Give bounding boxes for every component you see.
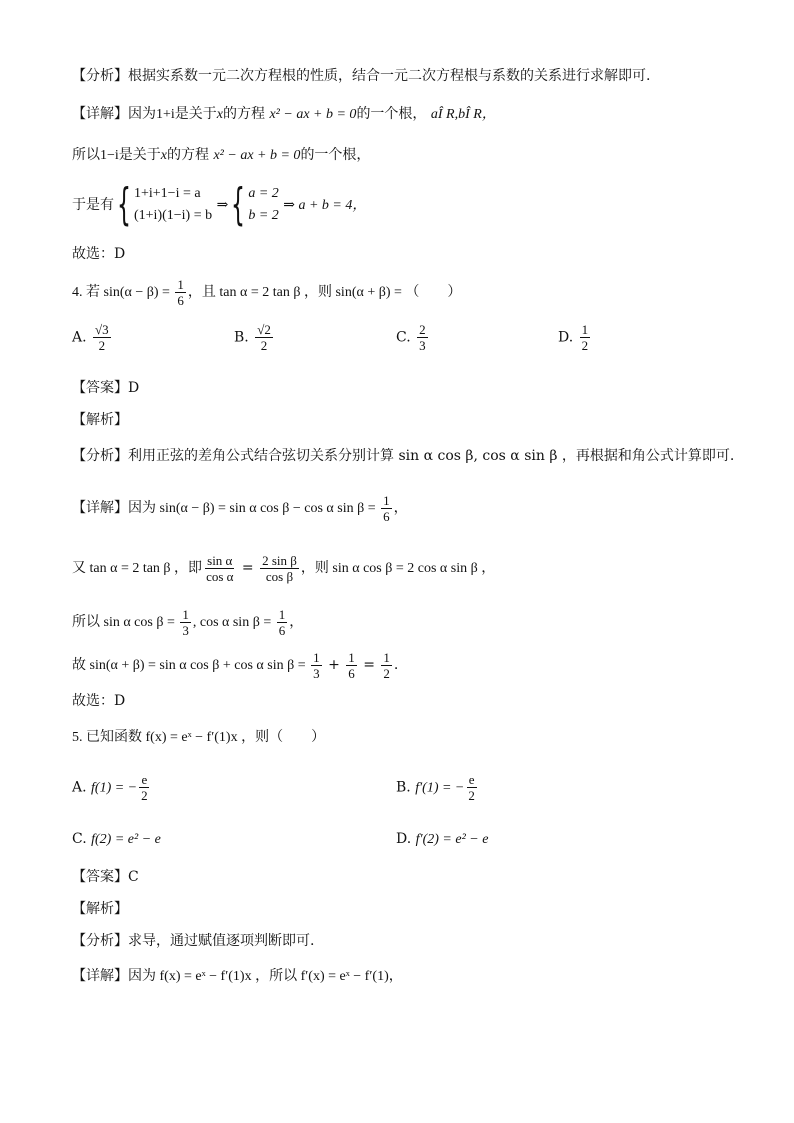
fraction: [580, 322, 591, 353]
analysis-tag: 【分析】: [72, 448, 128, 464]
fraction-denominator: 2: [141, 788, 148, 803]
fraction-denominator: 2: [581, 338, 589, 353]
equation-system-1: [134, 183, 212, 227]
q5-detail: [72, 966, 403, 987]
option-expr: f(2) = e² − e: [91, 832, 161, 847]
detail-text: 的一个根，: [300, 147, 371, 163]
detail-text: 又 tan α = 2 tan β ，即: [72, 561, 203, 576]
option-label: D.: [558, 329, 574, 346]
analysis-text: 利用正弦的差角公式结合弦切关系分别计算 sin α cos β, cos α sin β ，再根据和角公式计算即可.: [128, 448, 735, 464]
analysis-tag: 【分析】: [72, 933, 128, 949]
answer-value: D: [128, 380, 140, 396]
fraction-denominator: 2: [98, 338, 106, 353]
fraction-denominator: 6: [177, 292, 184, 308]
fraction-denominator: 6: [383, 508, 390, 524]
detail-text: .: [393, 657, 399, 673]
fraction-numerator: √2: [257, 322, 271, 337]
detail-text: ，: [393, 500, 408, 516]
detail-text: +: [323, 657, 345, 673]
fraction-numerator: 1: [313, 649, 320, 665]
var-x: x: [216, 107, 224, 122]
fraction: [417, 322, 428, 353]
detail-text: 的方程: [167, 147, 210, 163]
q4-detail-4: [72, 645, 398, 686]
q5-option-a: [72, 772, 152, 803]
option-label: C.: [72, 831, 87, 847]
option-expr: f′(1) = −: [415, 780, 465, 796]
fraction-numerator: 2: [419, 322, 426, 337]
fraction-denominator: 3: [313, 665, 320, 681]
q5-stem: [72, 727, 325, 748]
left-brace: {: [117, 179, 131, 230]
q3-detail: [72, 104, 496, 125]
fraction: [466, 772, 477, 803]
fraction-numerator: 1: [383, 649, 390, 665]
fraction-denominator: cos α: [206, 568, 234, 584]
detail-tag: 【详解】: [72, 500, 128, 516]
analysis-tag: 【分析】: [72, 68, 128, 84]
fraction-numerator: 2 sin β: [262, 552, 297, 568]
q4-option-d: [558, 322, 592, 353]
fraction-numerator: √3: [95, 322, 109, 337]
fraction-denominator: 3: [419, 338, 426, 353]
q3-system: [72, 179, 367, 230]
q3-analysis: [72, 66, 650, 86]
q4-answer: [72, 378, 139, 398]
fraction-numerator: 1: [348, 649, 355, 665]
q5-option-c: [72, 831, 161, 848]
q4-stem: [72, 272, 461, 313]
detail-text: 因为: [128, 106, 156, 122]
option-expr: f(1) = −: [91, 780, 138, 796]
option-label: B.: [234, 329, 249, 346]
detail-text: 因为 sin(α − β) = sin α cos β − cos α sin β =: [128, 501, 380, 516]
q4-detail-2: [72, 548, 495, 589]
option-label: B.: [396, 779, 411, 796]
option-expr: f′(2) = e² − e: [415, 832, 489, 847]
stem-text: ，且 tan α = 2 tan β ，则 sin(α + β) = （ ）: [187, 285, 462, 300]
fraction-denominator: 6: [348, 665, 355, 681]
q4-jiexi: 【解析】: [72, 412, 128, 428]
fraction-denominator: 3: [182, 622, 189, 638]
fraction: [180, 607, 191, 638]
fraction: [255, 322, 273, 353]
fraction: [381, 650, 392, 681]
q5-answer: [72, 867, 139, 887]
fraction-denominator: 2: [468, 788, 475, 803]
detail-text: , cos α sin β =: [192, 615, 275, 630]
fraction-numerator: 1: [581, 322, 589, 337]
q3-answer-line: 故选：D: [72, 246, 126, 262]
fraction: [175, 277, 186, 308]
system-row: (1+i)(1−i) = b: [134, 208, 213, 223]
option-label: A.: [72, 779, 87, 796]
detail-text: 因为 f(x) = eˣ − f′(1)x ，所以 f′(x) = eˣ − f′(1)，: [128, 969, 403, 984]
fraction: [346, 650, 357, 681]
answer-value: C: [128, 869, 139, 885]
system-row: 1+i+1−i = a: [134, 186, 201, 201]
root-expr: 1−i: [100, 148, 119, 163]
detail-text: 的一个根，: [356, 106, 427, 122]
stem-text: 5. 已知函数 f(x) = eˣ − f′(1)x ，则（ ）: [72, 730, 326, 745]
q4-detail-1: [72, 488, 408, 529]
fraction-numerator: e: [141, 772, 148, 787]
fraction-numerator: e: [468, 772, 475, 787]
q4-answer-line: 故选：D: [72, 693, 126, 709]
fraction-denominator: 6: [278, 622, 286, 638]
q5-jiexi: 【解析】: [72, 901, 128, 917]
option-label: A.: [72, 329, 87, 346]
system-row: b = 2: [248, 208, 279, 223]
option-label: C.: [396, 329, 411, 346]
detail-text: =: [237, 560, 259, 576]
equation: x² − ax + b = 0: [269, 107, 357, 122]
detail-text: =: [358, 657, 380, 673]
answer-tag: 【答案】: [72, 869, 128, 885]
detail-text: 故 sin(α + β) = sin α cos β + cos α sin β =: [72, 658, 310, 673]
detail-text: 所以: [72, 147, 100, 163]
system-row: a = 2: [248, 186, 279, 201]
q4-detail-3: [72, 602, 303, 643]
fraction-numerator: 1: [177, 276, 184, 292]
fraction-numerator: 1: [383, 492, 390, 508]
q4-option-c: [396, 322, 430, 353]
q4-option-a: [72, 322, 113, 353]
fraction-numerator: 1: [182, 606, 189, 622]
detail-text: 于是有: [72, 197, 114, 213]
implies-symbol: ⇒: [216, 198, 229, 213]
q4-analysis: [72, 446, 734, 466]
fraction-numerator: sin α: [207, 552, 233, 568]
q5-option-d: [396, 831, 488, 848]
fraction-denominator: 2: [383, 665, 390, 681]
answer-tag: 【答案】: [72, 380, 128, 396]
detail-tag: 【详解】: [72, 968, 128, 984]
q3-line2: [72, 145, 370, 166]
q4-option-b: [234, 322, 275, 353]
stem-text: 4. 若 sin(α − β) =: [72, 285, 174, 300]
fraction: [139, 772, 150, 803]
fraction: [204, 553, 235, 584]
q5-analysis: [72, 931, 314, 951]
analysis-text: 求导，通过赋值逐项判断即可.: [128, 933, 315, 949]
fraction: [260, 553, 299, 584]
detail-text: ，: [289, 614, 304, 630]
analysis-text: 根据实系数一元二次方程根的性质，结合一元二次方程根与系数的关系进行求解即可.: [128, 68, 651, 84]
option-label: D.: [396, 831, 412, 847]
fraction-denominator: cos β: [265, 568, 294, 584]
equation-system-2: [248, 183, 278, 227]
fraction: [277, 607, 288, 638]
fraction-numerator: 1: [278, 606, 286, 622]
detail-text: 是关于: [118, 147, 161, 163]
detail-text: 的方程: [223, 106, 266, 122]
detail-text: 所以 sin α cos β =: [72, 615, 179, 630]
detail-tag: 【详解】: [72, 106, 128, 122]
fraction: [311, 650, 322, 681]
fraction: [93, 322, 111, 353]
root-expr: 1+i: [156, 107, 175, 122]
detail-text: 是关于: [174, 106, 217, 122]
var-x: x: [160, 148, 168, 163]
fraction-denominator: 2: [260, 338, 268, 353]
fraction: [381, 493, 392, 524]
equation: x² − ax + b = 0: [213, 148, 301, 163]
condition: aÎ R,bÎ R，: [430, 107, 496, 122]
left-brace: {: [231, 179, 246, 230]
result-expr: ⇒ a + b = 4，: [283, 198, 367, 213]
q5-option-b: [396, 772, 479, 803]
detail-text: ，则 sin α cos β = 2 cos α sin β ，: [300, 561, 496, 576]
